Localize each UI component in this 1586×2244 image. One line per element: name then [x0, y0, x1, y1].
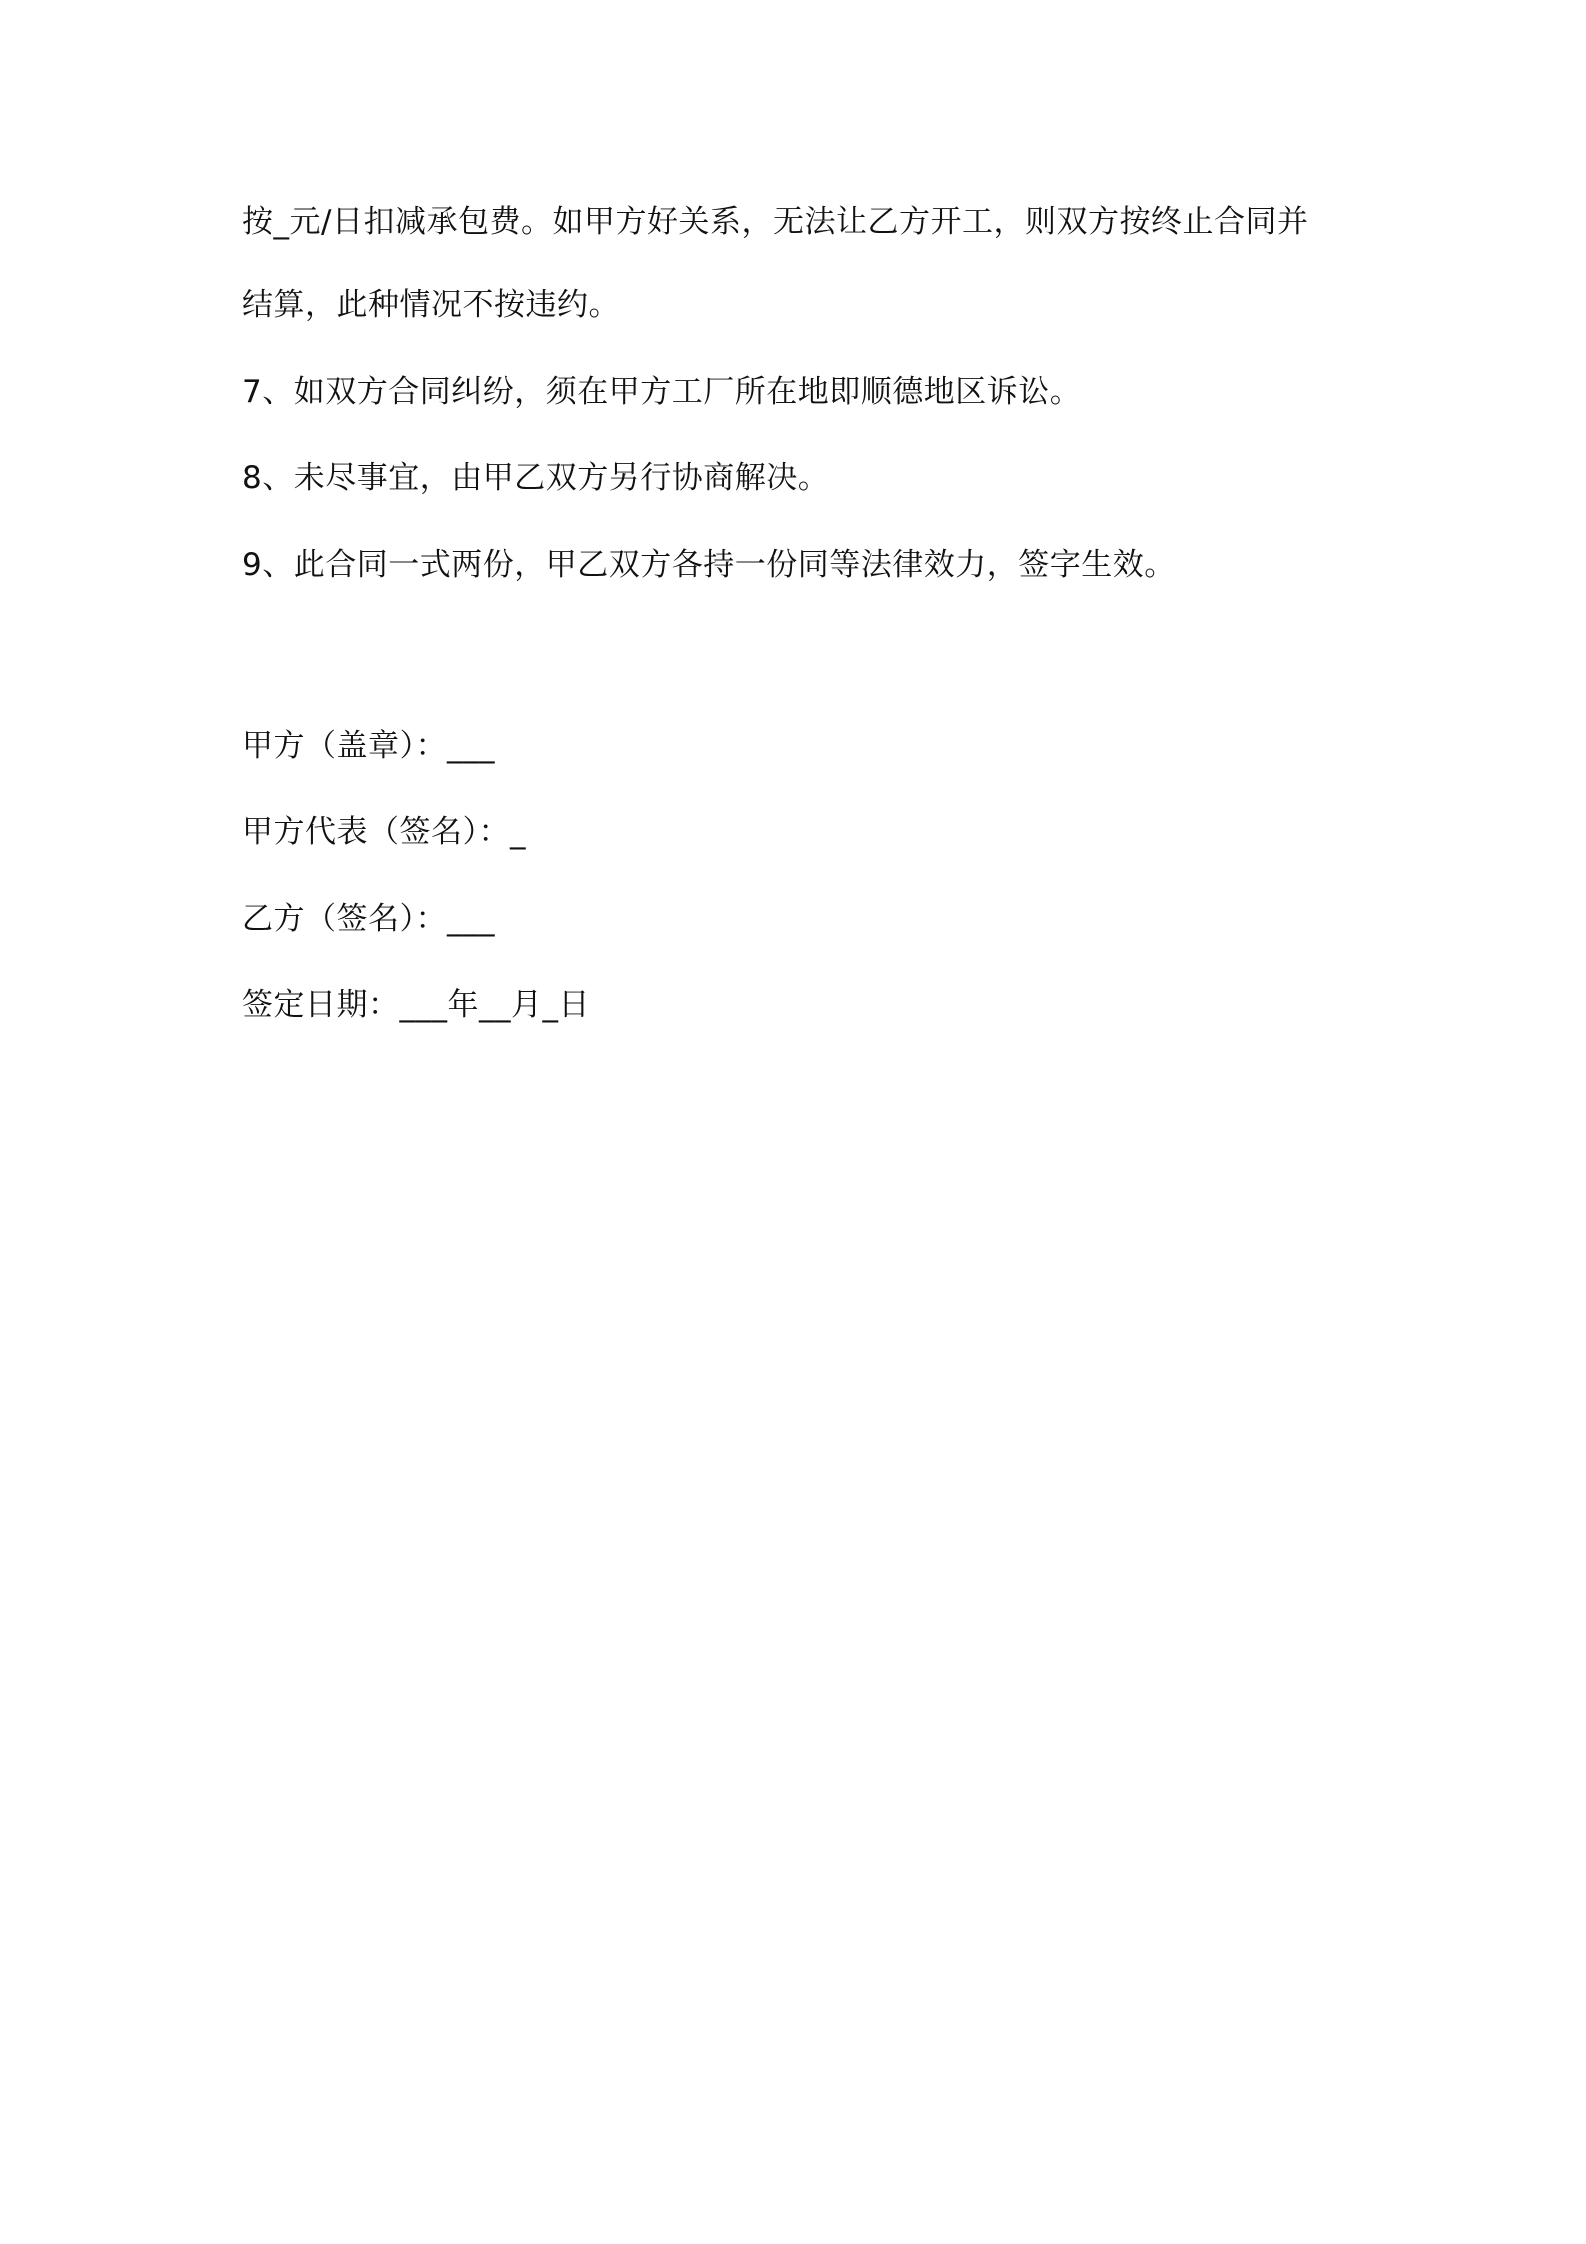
clause-9: 9、此合同一式两份，甲乙双方各持一份同等法律效力，签字生效。: [242, 547, 1176, 583]
clause-7: 7、如双方合同纠纷，须在甲方工厂所在地即顺德地区诉讼。: [242, 374, 1082, 410]
paragraph-fee-deduction: 按_元/日扣减承包费。如甲方好关系，无法让乙方开工，则双方按终止合同并: [242, 204, 1309, 240]
signing-date-line: 签定日期：___年__月_日: [242, 987, 590, 1023]
party-a-representative-line: 甲方代表（签名）：_: [242, 814, 526, 850]
party-a-seal-line: 甲方（盖章）：___: [242, 728, 495, 764]
party-b-signature-line: 乙方（签名）：___: [242, 901, 495, 937]
paragraph-settlement: 结算，此种情况不按违约。: [242, 287, 620, 323]
clause-8: 8、未尽事宜，由甲乙双方另行协商解决。: [242, 460, 830, 496]
